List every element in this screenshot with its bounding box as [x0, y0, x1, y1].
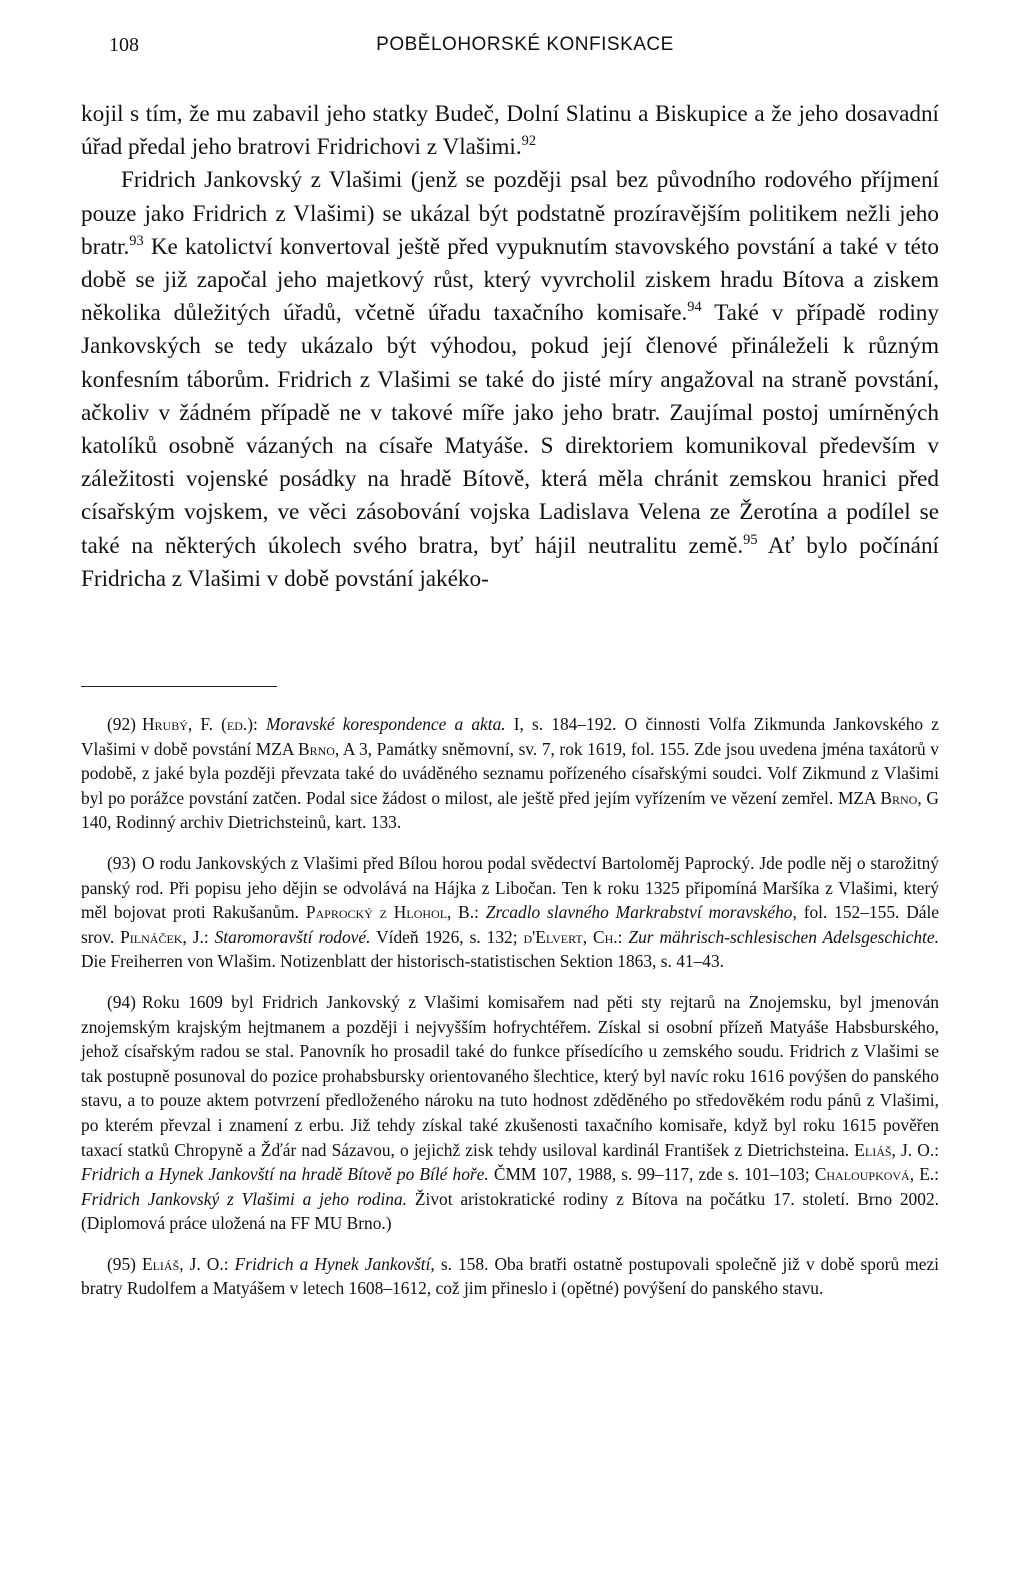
citation-title: Moravské korespondence a akta.: [266, 714, 506, 734]
citation-title: Staromoravští rodové.: [214, 926, 371, 947]
citation-author: Chaloupková, E.:: [814, 1164, 939, 1185]
footnote-text: s. 158. Oba bratři ostatně postupovali společně již v době sporů mezi bratry Rudolfem a Matyášem v letech 1608–1612, což jim přineslo i (opětné) povýšení do panského stavu.: [81, 1253, 939, 1299]
footnote-ref-92: 92: [521, 133, 537, 150]
paragraph-text: Ke katolictví konvertoval ještě před vypuknutím stavovského povstání a také v této době se již započal jeho majetkový růst, který vyvrcholil ziskem hradu Bítova a ziskem několika důležitých úřadů, včetně úřadu taxačního komisaře.: [81, 233, 939, 327]
citation-author: Hrubý, F. (ed.):: [141, 714, 258, 734]
footnote-text: Vídeň 1926, s. 132;: [376, 926, 518, 947]
citation-author: d'Elvert, Ch.:: [523, 926, 623, 947]
main-text: [81, 98, 939, 596]
paragraph-text: Ať bylo počínání Fridricha z Vlašimi v době povstání jakéko-: [81, 532, 939, 592]
page-number: 108: [109, 34, 139, 56]
running-head: [81, 34, 939, 64]
footnote-text: Roku 1609 byl Fridrich Jankovský z Vlašimi komisařem nad pěti sty rejtarů na Znojemsku, byl jmenován znojemským krajským hejtmanem a později i nejvyšším hofrychtéřem. Získal si osobní přízeň Matyáše Habsburského, jehož císařským radou se stal. Panovník ho prosadil také do funkce přísedícího u zemského soudu. Fridrich z Vlašimi se tak postupně posunoval do pozice prohabsbursky orientovaného šlechtice, který byl navíc roku 1616 povýšen do panského stavu, a to pouze aktem potvrzení předloženého nároku na tuto hodnost zděděného po středověkém rodu pánů z Vlašimi, po kterém převzal i znamení z erbu. Již tehdy získal také zkušenosti taxačního komisaře, když byl roku 1615 pověřen taxací statků Chropyně a Žďár nad Sázavou, o jejichž zisk tehdy usiloval kardinál František z Dietrichsteina.: [81, 991, 939, 1160]
citation-title: Fridrich a Hynek Jankovští na hradě Bítově po Bílé hoře.: [81, 1164, 489, 1185]
footnote-text: Die Freiherren von Wlašim. Notizenblatt der historisch-statistischen Sektion 1863, s. 41–43.: [81, 951, 725, 972]
citation-author: Pilnáček, J.:: [120, 926, 209, 947]
paragraph-text: kojil s tím, že mu zabavil jeho statky Budeč, Dolní Slatinu a Biskupice a že jeho dosavadní úřad předal jeho bratrovi Fridrichovi z Vlašimi.: [81, 101, 939, 161]
footnote-95: [81, 1252, 939, 1301]
footnote-94: [81, 990, 939, 1236]
footnote-number: (92): [107, 714, 136, 734]
citation-author: Paprocký z Hlohol, B.:: [305, 902, 479, 923]
footnote-text: O rodu Jankovských z Vlašimi před Bílou horou podal svědectví Bartoloměj Paprocký. Jde podle něj o starožitný panský rod. Při popisu jeho dějin se odvolává na Hájka z Libočan. Ten k roku 1325 připomíná Maršíka z Vlašimi, který měl bojovat proti Rakušanům.: [81, 852, 939, 923]
archive-city: Brno: [880, 787, 918, 808]
archive-city: Brno: [297, 738, 335, 759]
citation-author: Eliáš, J. O.:: [141, 1253, 229, 1274]
footnote-number: (95): [107, 1253, 136, 1274]
footnote-text: , A 3, Památky sněmovní, sv. 7, rok 1619, fol. 155. Zde jsou uvedena jména taxátorů v podobě, z jaké byla později převzata také do uváděného seznamu pořízeného císařskými soudci. Volf Zikmund z Vlašimi byl po porážce povstání zatčen. Podal sice žádost o milost, ale ještě před jejím vyřízením ve vězení zemřel. MZA: [81, 738, 939, 808]
footnote-text: fol. 152–155. Dále srov.: [81, 902, 940, 947]
footnote-text: , G 140, Rodinný archiv Dietrichsteinů, kart. 133.: [81, 787, 939, 833]
citation-title: Zrcadlo slavného Markrabství moravského,: [485, 902, 797, 923]
footnote-ref-93: 93: [129, 232, 144, 249]
citation-author: Eliáš, J. O.:: [854, 1139, 939, 1160]
footnote-text: I, s. 184–192. O činnosti Volfa Zikmunda Jankovského z Vlašimi v době povstání MZA: [81, 714, 939, 759]
paragraph-text: Fridrich Jankovský z Vlašimi (jenž se později psal bez původního rodového příjmení pouze jako Fridrich z Vlašimi) se ukázal být podstatně prozíravějším politikem nežli jeho bratr.: [81, 167, 939, 260]
running-title: POBĚLOHORSKÉ KONFISKACE: [376, 34, 674, 55]
footnote-divider: [81, 686, 277, 687]
footnote-ref-95: 95: [743, 531, 758, 548]
footnote-text: ČMM 107, 1988, s. 99–117, zde s. 101–103;: [493, 1164, 810, 1185]
paragraph-1: [81, 98, 939, 164]
paragraph-2: [81, 164, 939, 596]
footnote-92: [81, 712, 939, 835]
footnote-93: [81, 851, 939, 974]
footnote-number: (93): [107, 852, 136, 873]
footnote-number: (94): [107, 991, 136, 1012]
footnotes: [81, 712, 939, 1317]
paragraph-text: Také v případě rodiny Jankovských se tedy ukázalo být výhodou, pokud její členové přináleželi k různým konfesním táborům. Fridrich z Vlašimi se také do jisté míry angažoval na straně povstání, ačkoliv v žádném případě ne v takové míře jako jeho bratr. Zaujímal postoj umírněných katolíků osobně vázaných na císaře Matyáše. S direktoriem komunikoval především v záležitosti vojenské posádky na hradě Bítově, která měla chránit zemskou hranici před císařským vojskem, ve věci zásobování vojska Ladislava Velena ze Žerotína a podílel se také na některých úkolech svého bratra, byť hájil neutralitu země.: [81, 300, 939, 559]
footnote-ref-94: 94: [687, 299, 702, 316]
footnote-text: Život aristokratické rodiny z Bítova na počátku 17. století. Brno 2002. (Diplomová práce uložená na FF MU Brno.): [81, 1188, 939, 1234]
citation-title: Fridrich a Hynek Jankovští,: [234, 1253, 435, 1274]
citation-title: Zur mährisch-schlesischen Adelsgeschichte.: [628, 926, 939, 947]
citation-title: Fridrich Jankovský z Vlašimi a jeho rodina.: [81, 1188, 408, 1209]
